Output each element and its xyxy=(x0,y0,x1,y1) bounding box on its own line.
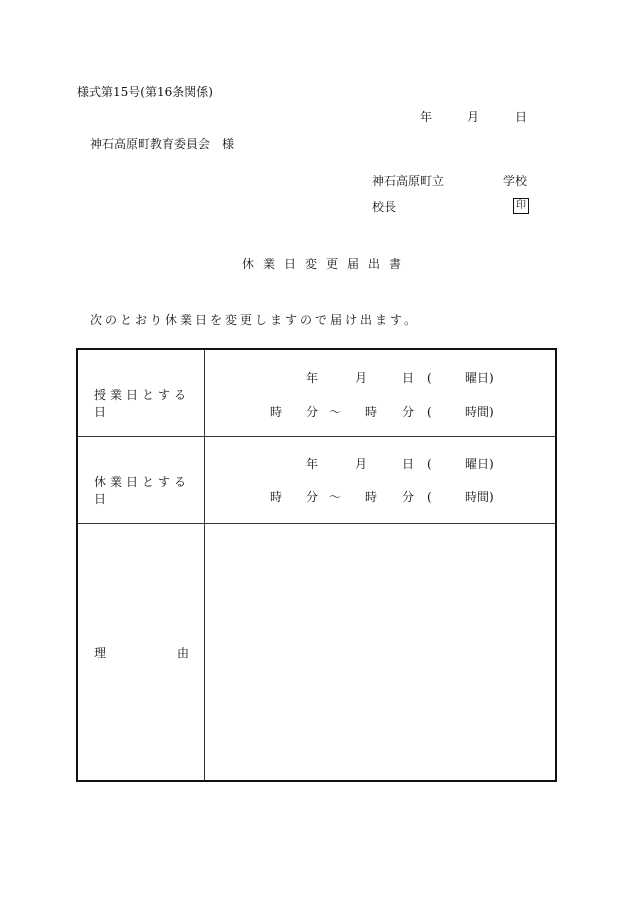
year-label: 年 xyxy=(306,371,319,385)
row-label-holiday: 休業日とする日 xyxy=(94,474,191,506)
date-day-label: 日 xyxy=(515,110,528,124)
end-minute-label: 分 xyxy=(402,489,415,504)
hours-label: 時間) xyxy=(465,489,494,504)
month-label: 月 xyxy=(355,456,368,471)
range-tilde: ～ xyxy=(329,489,342,504)
table-row xyxy=(77,349,556,436)
school-prefix: 神石高原町立 xyxy=(372,174,445,188)
end-minute-label: 分 xyxy=(402,405,415,419)
document-title: 休業日変更届出書 xyxy=(242,257,411,271)
paren-open: ( xyxy=(427,456,432,471)
value-cell xyxy=(205,436,557,523)
reason-input-area[interactable] xyxy=(205,523,557,781)
day-label: 日 xyxy=(402,371,415,385)
date-year-label: 年 xyxy=(420,110,433,124)
date-month-label: 月 xyxy=(467,110,480,124)
change-form-table xyxy=(76,348,557,782)
row-label-class-day: 授業日とする日 xyxy=(94,388,191,419)
year-label: 年 xyxy=(306,456,319,471)
start-minute-label: 分 xyxy=(306,405,319,419)
reason-label-right: 由 xyxy=(177,645,190,660)
reason-label-left: 理 xyxy=(94,645,107,660)
addressee: 神石高原町教育委員会 様 xyxy=(90,137,235,151)
label-cell xyxy=(77,436,205,523)
end-hour-label: 時 xyxy=(365,405,378,419)
range-tilde: ～ xyxy=(329,405,342,419)
end-hour-label: 時 xyxy=(365,489,378,504)
paren-open-2: ( xyxy=(427,489,432,504)
form-number: 様式第15号(第16条関係) xyxy=(77,85,213,99)
school-suffix: 学校 xyxy=(503,174,528,188)
month-label: 月 xyxy=(355,371,368,385)
value-cell xyxy=(205,349,557,436)
start-minute-label: 分 xyxy=(306,489,319,504)
paren-open: ( xyxy=(427,371,432,385)
seal-mark: 印 xyxy=(513,198,529,214)
weekday-label: 曜日) xyxy=(465,456,494,471)
hours-label: 時間) xyxy=(465,405,494,419)
table-row xyxy=(77,523,556,781)
principal-label: 校長 xyxy=(372,200,397,214)
table-row xyxy=(77,436,556,523)
weekday-label: 曜日) xyxy=(465,371,494,385)
start-hour-label: 時 xyxy=(270,489,283,504)
day-label: 日 xyxy=(402,456,415,471)
label-cell xyxy=(77,523,205,781)
intro-text: 次のとおり休業日を変更しますので届け出ます。 xyxy=(90,313,420,327)
label-cell xyxy=(77,349,205,436)
start-hour-label: 時 xyxy=(270,405,283,419)
paren-open-2: ( xyxy=(427,405,432,419)
